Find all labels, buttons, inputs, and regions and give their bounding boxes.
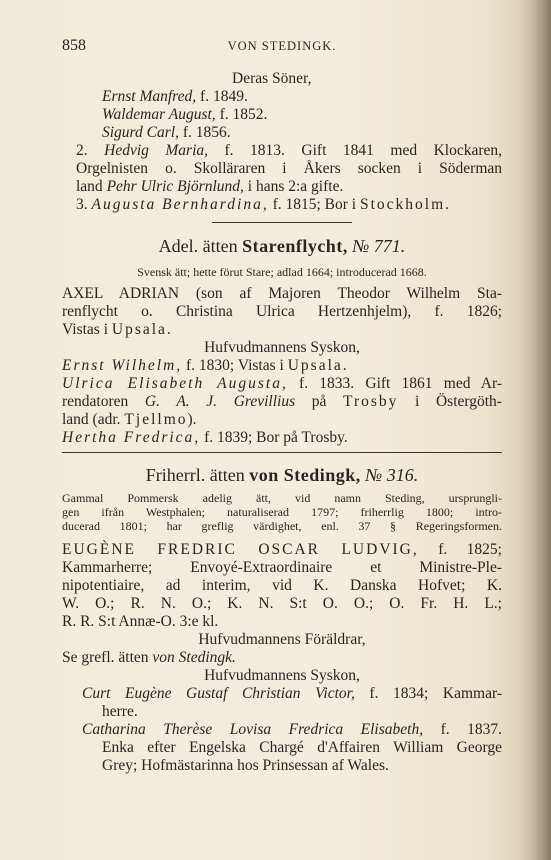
entry-ulrica-line2: rendatoren G. A. J. Grevillius på Trosby i Östergöth- xyxy=(62,393,502,410)
running-title: VON STEDINGK. xyxy=(227,39,337,53)
soner-heading: Deras Söner, xyxy=(232,70,312,87)
entry-curt-eugene: Curt Eugène Gustaf Christian Victor, f. 1834; Kammar- xyxy=(82,685,502,702)
section-intro-line3: ducerad 1801; har greflig värdighet, enl. 37 § Regeringsformen. xyxy=(62,519,502,533)
section-intro-line1: Gammal Pommersk adelig ätt, vid namn Steding, ursprungli- xyxy=(62,491,502,505)
entry-axel-adrian-line2: renflycht o. Christina Ulrica Hertzenhjelm), f. 1826; xyxy=(62,303,502,320)
entry-eugene-line5: R. R. S:t Annæ-O. 3:e kl. xyxy=(62,613,219,630)
entry-waldemar-august: Waldemar August, f. 1852. xyxy=(102,106,268,123)
entry-eugene-line3: nipotentiaire, ad interim, vid K. Danska Hofvet; K. xyxy=(62,577,502,594)
entry-ernst-manfred: Ernst Manfred, f. 1849. xyxy=(102,88,248,105)
entry-catharina-line3: Grey; Hofmästarinna hos Prinsessan af Wales. xyxy=(102,757,389,774)
entry-eugene-line4: W. O.; R. N. O.; K. N. S:t O. O.; O. Fr. H. L.; xyxy=(62,595,502,612)
entry-ernst-wilhelm: Ernst Wilhelm, f. 1830; Vistas i Upsala. xyxy=(62,357,349,374)
section-divider xyxy=(212,222,352,223)
section-intro-starenflycht: Svensk ätt; hette förut Stare; adlad 1664; introducerad 1668. xyxy=(137,265,427,279)
section-divider-long xyxy=(62,452,502,453)
entry-curt-line2: herre. xyxy=(102,703,138,720)
syskon-heading-2: Hufvudmannens Syskon, xyxy=(204,667,360,684)
entry-eugene-line2: Kammarherre; Envoyé-Extraordinaire et Ministre-Ple- xyxy=(62,559,502,576)
entry-hedvig-line2: Orgelnisten o. Skolläraren i Åkers socken i Söderman xyxy=(76,160,502,177)
see-reference: Se grefl. ätten von Stedingk. xyxy=(62,649,236,666)
book-spine-shadow xyxy=(519,0,551,860)
entry-axel-adrian-line3: Vistas i Upsala. xyxy=(62,321,173,338)
foraldrar-heading: Hufvudmannens Föräldrar, xyxy=(198,631,366,648)
entry-eugene-line1: EUGÈNE FREDRIC OSCAR LUDVIG, f. 1825; xyxy=(62,541,502,558)
entry-hedvig-line3: land Pehr Ulric Björnlund, i hans 2:a gifte. xyxy=(76,178,344,195)
entry-hertha-fredrica: Hertha Fredrica, f. 1839; Bor på Trosby. xyxy=(62,429,348,446)
entry-ulrica-elisabeth-augusta: Ulrica Elisabeth Augusta, f. 1833. Gift 1861 med Ar- xyxy=(62,375,503,392)
entry-sigurd-carl: Sigurd Carl, f. 1856. xyxy=(102,124,231,141)
entry-hedvig-maria: 2. Hedvig Maria, f. 1813. Gift 1841 med Klockaren, xyxy=(76,142,502,159)
entry-ulrica-line3: land (adr. Tjellmo). xyxy=(62,411,197,428)
entry-catharina-therese: Catharina Therèse Lovisa Fredrica Elisabeth, f. 1837. xyxy=(82,721,503,738)
section-title-von-stedingk: Friherrl. ätten von Stedingk, № 316. xyxy=(145,465,419,485)
entry-catharina-line2: Enka efter Engelska Chargé d'Affairen William George xyxy=(102,739,502,756)
section-intro-line2: gen ifrån Westphalen; naturaliserad 1797; friherrlig 1800; intro- xyxy=(62,505,502,519)
section-title-starenflycht: Adel. ätten Starenflycht, № 771. xyxy=(158,236,406,256)
page-number: 858 xyxy=(62,37,86,54)
entry-augusta-bernhardina: 3. Augusta Bernhardina, f. 1815; Bor i Stockholm. xyxy=(76,196,452,213)
syskon-heading-1: Hufvudmannens Syskon, xyxy=(204,339,360,356)
entry-axel-adrian-line1: AXEL ADRIAN (son af Majoren Theodor Wilhelm Sta- xyxy=(62,285,502,302)
